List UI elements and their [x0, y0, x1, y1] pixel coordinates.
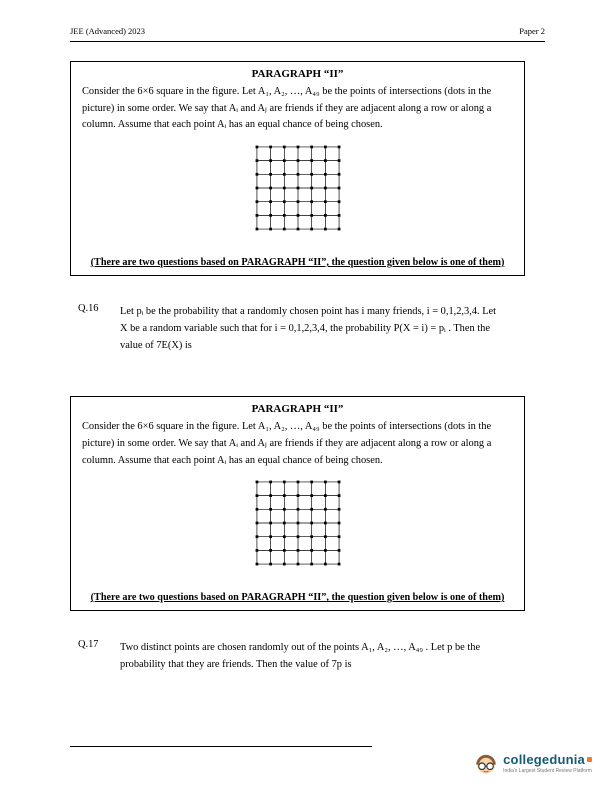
- paragraph-body: Consider the 6×6 square in the figure. Let A₁, A₂, …, A₄₉ be the points of intersections (dots in the picture) in some order. We say that Aᵢ and Aⱼ are friends if they are adjacent along a row or along a column. Assume that each point Aᵢ has an equal chance of being chosen.: [82, 86, 492, 131]
- brand-text-block: [503, 752, 592, 774]
- question-16-text: Let pᵢ be the probability that a randomly chosen point has i many friends, i = 0,1,2,3,4. Let X be a random variable such that for i = 0,1,2,3,4, the probability P(X = i) = pᵢ . Then the value of 7E(X) is: [120, 305, 497, 352]
- paragraph-box-2: [70, 396, 525, 611]
- brand-accent-dot-icon: [587, 757, 592, 762]
- page-header: [70, 26, 545, 42]
- question-17: [78, 639, 518, 673]
- paragraph-note: (There are two questions based on PARAGRAPH “II”, the question given below is one of them): [90, 592, 505, 604]
- question-16-number: Q.16: [78, 302, 99, 314]
- brand-logo: [473, 750, 592, 776]
- intersection-grid-icon: [254, 144, 342, 232]
- paragraph-body: Consider the 6×6 square in the figure. Let A₁, A₂, …, A₄₉ be the points of intersections (dots in the picture) in some order. We say that Aᵢ and Aⱼ are friends if they are adjacent along a row or along a column. Assume that each point Aᵢ has an equal chance of being chosen.: [82, 421, 492, 466]
- paragraph-title: PARAGRAPH “II”: [251, 403, 344, 416]
- brand-name: collegedunia: [503, 752, 585, 767]
- header-paper-label: Paper 2: [519, 26, 545, 36]
- question-17-text: Two distinct points are chosen randomly out of the points A₁, A₂, …, A₄₉ . Let p be the probability that they are friends. Then the value of 7p is: [120, 642, 481, 671]
- question-17-number: Q.17: [78, 639, 99, 651]
- header-exam-title: JEE (Advanced) 2023: [70, 26, 146, 36]
- brand-tagline: India's Largest Student Review Platform: [503, 768, 592, 774]
- mascot-icon: [473, 750, 499, 776]
- grid-figure: [81, 144, 514, 237]
- paragraph-title: PARAGRAPH “II”: [251, 68, 344, 80]
- grid-figure: [81, 479, 514, 572]
- intersection-grid-icon: [254, 479, 342, 567]
- paragraph-box-1: [70, 61, 525, 276]
- question-16: [78, 303, 518, 354]
- footer-rule: [70, 746, 372, 747]
- paragraph-note: (There are two questions based on PARAGRAPH “II”, the question given below is one of them): [90, 256, 505, 268]
